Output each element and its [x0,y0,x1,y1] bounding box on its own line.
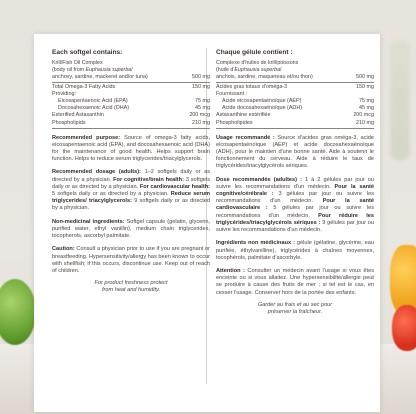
providing-label-fr: Fournissant : [216,91,248,98]
providing-label: Providing: [52,91,76,98]
complex-row: anchovy, sardine, mackerel and/or tuna) 500 mg [52,74,210,80]
epa-row-fr: Acide eicosapentaénoïque (AEP) 75 mg [222,98,374,105]
freshness-note: For product freshness protect from heat and humidity. [94,280,168,294]
complex-row-fr: anchois, sardine, maquereau et/ou thon) 500 mg [216,74,374,80]
freshness-note-fr: Garder au frais et au sec pour préserver la fraîcheur. [257,301,333,315]
caution-paragraph-fr: Attention : Consulter un médecin avant l'usage si vous êtes enceinte ou si vous allaitez. Une hypersensibilité/allergie peut se produire à cause des fruits de mer ; si tel est le cas, en cesser l'usage. Conserver hors de la portée des enfants. [216,267,374,296]
omega-row: Total Omega-3 Fatty Acids 150 mg [52,84,210,91]
english-column [52,34,210,294]
complex-source: (body oil from Euphausia superba/ [52,67,133,73]
astaxanthin-row-fr: Astaxanthine estérifiée 200 mcg [216,112,374,119]
dosage-paragraph-fr: Dose recommandée (adultes) : 1 à 2 gélules par jour ou suivre les recommandations d'un médecin. Pour la santé cognitive/cérébrale : 3 gélules par jour ou suivre les recommandations d'un médecin. Pour la santé cardiovasculaire : 5 gélules par jour ou suivre les recommandations d'un médecin. Pour réduire les triglycérides/triacylglycérols sériques : 9 gélules par jour ou suivre les recommandations d'un médecin. [216,176,374,234]
dha-row: Docosahexaenoic Acid (DHA) 45 mg [58,105,210,112]
purpose-paragraph-fr: Usage recommandé : Source d'acides gras oméga-3, acide eicosapentaénoïque (AEP) et acide docosahexaénoïque (ADH), pour le maintien d'une bonne santé. Aide à soutenir le fonctionnement du cerveau. Aide à réduire le taux de triglycérides/triacylglycérols sériques. [216,134,374,170]
contents-heading: Each softgel contains: [52,49,123,56]
plant-shape [390,40,410,160]
epa-row: Eicosapentaenoic Acid (EPA) 75 mg [58,98,210,105]
complex-name-fr: Complexe d'huiles de krill/poissons [216,60,299,66]
dosage-paragraph: Recommended dosage (adults): 1–2 softgels daily or as directed by a physician. For cognitive/brain health: 3 softgels daily or as directed by a physician. For cardiovascular health: 5 softgels daily or as directed by a physician. Reduce serum triglycerides/ triacylglycerols: 9 softgels daily or as directed by a physician. [52,169,211,212]
astaxanthin-row: Esterified Astaxanthin 200 mcg [52,112,210,119]
contents-heading-fr: Chaque gélule contient : [216,49,293,56]
phospholipids-row-fr: Phospholipides 210 mg [216,119,374,126]
red-tomato [392,305,416,351]
french-column [216,34,374,316]
phospholipids-row: Phospholipids 210 mg [52,119,210,126]
omega-row-fr: Acides gras totaux d'oméga-3 150 mg [216,84,374,91]
dha-row-fr: Acide docosahexaénoïque (ADH) 45 mg [222,105,374,112]
caution-paragraph: Caution: Consult a physician prior to use if you are pregnant or breastfeeding. Hypersensitivity/allergy has been known to occur with shellfish; if this occurs, discontinue use. Keep out of reach of children. [52,246,210,274]
purpose-paragraph: Recommended purpose: Source of omega-3 fatty acids, eicosapentaenoic acid (EPA), and docosahexaenoic acid (DHA) for the maintenance of good health. Helps support brain function. Helps to reduce serum triglycerides/triacylglycerols. [52,134,211,163]
supplement-label-card [34,34,380,412]
nonmedicinal-paragraph-fr: Ingrédients non médicinaux : gélule (gélatine, glycérine, eau purifiée, éthylvanilline), triglycérides à chaînes moyennes, tocophérols, palmitate d'ascorbyle. [216,240,375,261]
nonmedicinal-paragraph: Non-medicinal ingredients: Softgel capsule (gelatin, glycerin, purified water, ethyl vanillin), medium chain triglycerides, tocopherols, ascorbyl palmitate. [52,218,210,240]
complex-name: Krill/Fish Oil Complex [52,60,103,66]
complex-source-fr: (huile d'Euphausia superba/ [216,67,282,73]
